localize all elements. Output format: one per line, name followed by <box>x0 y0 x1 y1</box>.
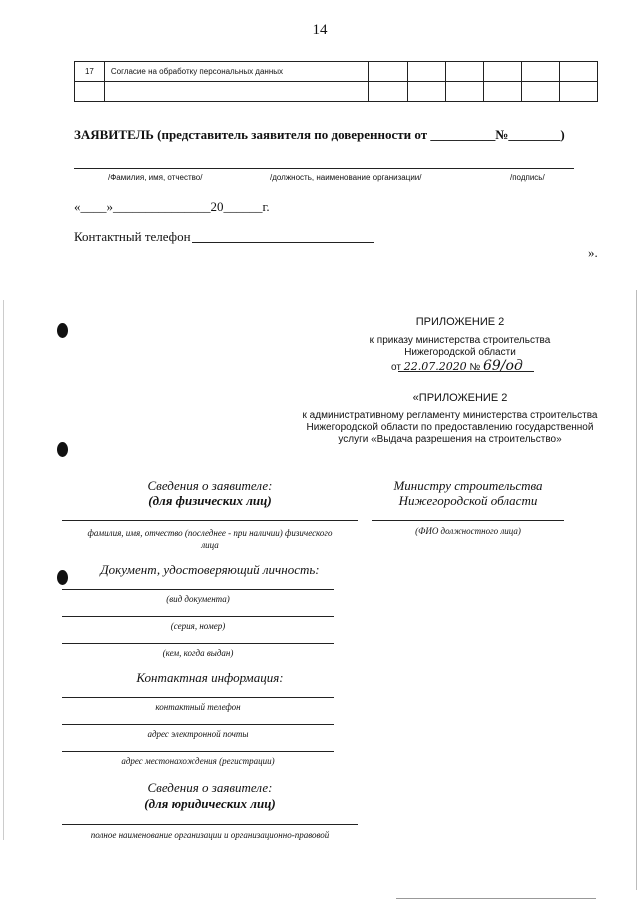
table-row <box>75 82 598 102</box>
closing-quote: ». <box>588 245 598 260</box>
official-line <box>372 520 564 521</box>
info-head: Сведения о заявителе: <box>147 478 273 493</box>
appendix-title: ПРИЛОЖЕНИЕ 2 <box>415 316 505 328</box>
legal-sub: (для юридических лиц) <box>144 796 276 811</box>
bottom-fragment-line <box>396 898 596 899</box>
address-line <box>62 751 334 752</box>
caption-org: полное наименование организации и организационно-правовой <box>90 830 330 840</box>
appendix-order-line1: к приказу министерства строительства <box>369 335 551 346</box>
appendix-order-line2: Нижегородской области <box>404 347 516 358</box>
caption-position: /должность, наименование организации/ <box>270 173 422 182</box>
caption-email: адрес электронной почты <box>147 729 249 739</box>
page-number: 14 <box>312 22 328 38</box>
info-sub: (для физических лиц) <box>148 493 272 508</box>
documents-table <box>74 61 598 102</box>
scan-margin-left <box>3 300 4 840</box>
scan-margin-right <box>636 290 637 890</box>
caption-fio: фамилия, имя, отчество (последнее - при наличии) физического <box>87 528 333 538</box>
punch-hole <box>57 323 68 338</box>
table-row <box>75 62 598 82</box>
row-number: 17 <box>75 62 105 82</box>
legal-head: Сведения о заявителе: <box>147 780 273 795</box>
order-num-handwritten: 69/од <box>482 358 523 374</box>
series-line <box>62 616 334 617</box>
fio-line <box>62 520 358 521</box>
applicant-heading: ЗАЯВИТЕЛЬ (представитель заявителя по доверенности от __________№________) <box>74 127 565 142</box>
date-line: «____»_______________20______г. <box>74 199 270 214</box>
issued-line <box>62 643 334 644</box>
punch-hole <box>57 442 68 457</box>
caption-address: адрес местонахождения (регистрации) <box>121 756 275 766</box>
caption-official: (ФИО должностного лица) <box>415 526 521 536</box>
caption-phone: контактный телефон <box>155 702 241 712</box>
order-num-sign: № <box>469 362 481 373</box>
applicant-signature-line <box>74 168 574 169</box>
row-text: Согласие на обработку персональных данных <box>104 62 369 82</box>
reg-line2: Нижегородской области по предоставлению государственной <box>306 422 594 433</box>
caption-fio2: лица <box>201 540 219 550</box>
caption-series: (серия, номер) <box>170 621 226 631</box>
to-line1: Министру строительства <box>393 478 543 493</box>
doc-type-line <box>62 589 334 590</box>
order-date-handwritten: 22.07.2020 <box>403 360 467 373</box>
caption-signature: /подпись/ <box>510 173 545 182</box>
order-underline <box>398 371 534 372</box>
phone-field-line <box>62 697 334 698</box>
order-date-prefix: от <box>391 362 401 373</box>
doc-head: Документ, удостоверяющий личность: <box>100 562 320 577</box>
contact-head: Контактная информация: <box>136 670 284 685</box>
to-line2: Нижегородской области <box>398 493 538 508</box>
email-line <box>62 724 334 725</box>
reg-line3: услуги «Выдача разрешения на строительство» <box>338 434 562 445</box>
caption-doc-type: (вид документа) <box>166 594 230 604</box>
phone-line <box>192 242 374 243</box>
caption-issued: (кем, когда выдан) <box>162 648 234 658</box>
appendix-quote-title: «ПРИЛОЖЕНИЕ 2 <box>412 392 508 404</box>
caption-name: /Фамилия, имя, отчество/ <box>108 173 203 182</box>
reg-line1: к административному регламенту министерства строительства <box>302 410 598 421</box>
org-line <box>62 824 358 825</box>
phone-label: Контактный телефон <box>74 229 191 244</box>
